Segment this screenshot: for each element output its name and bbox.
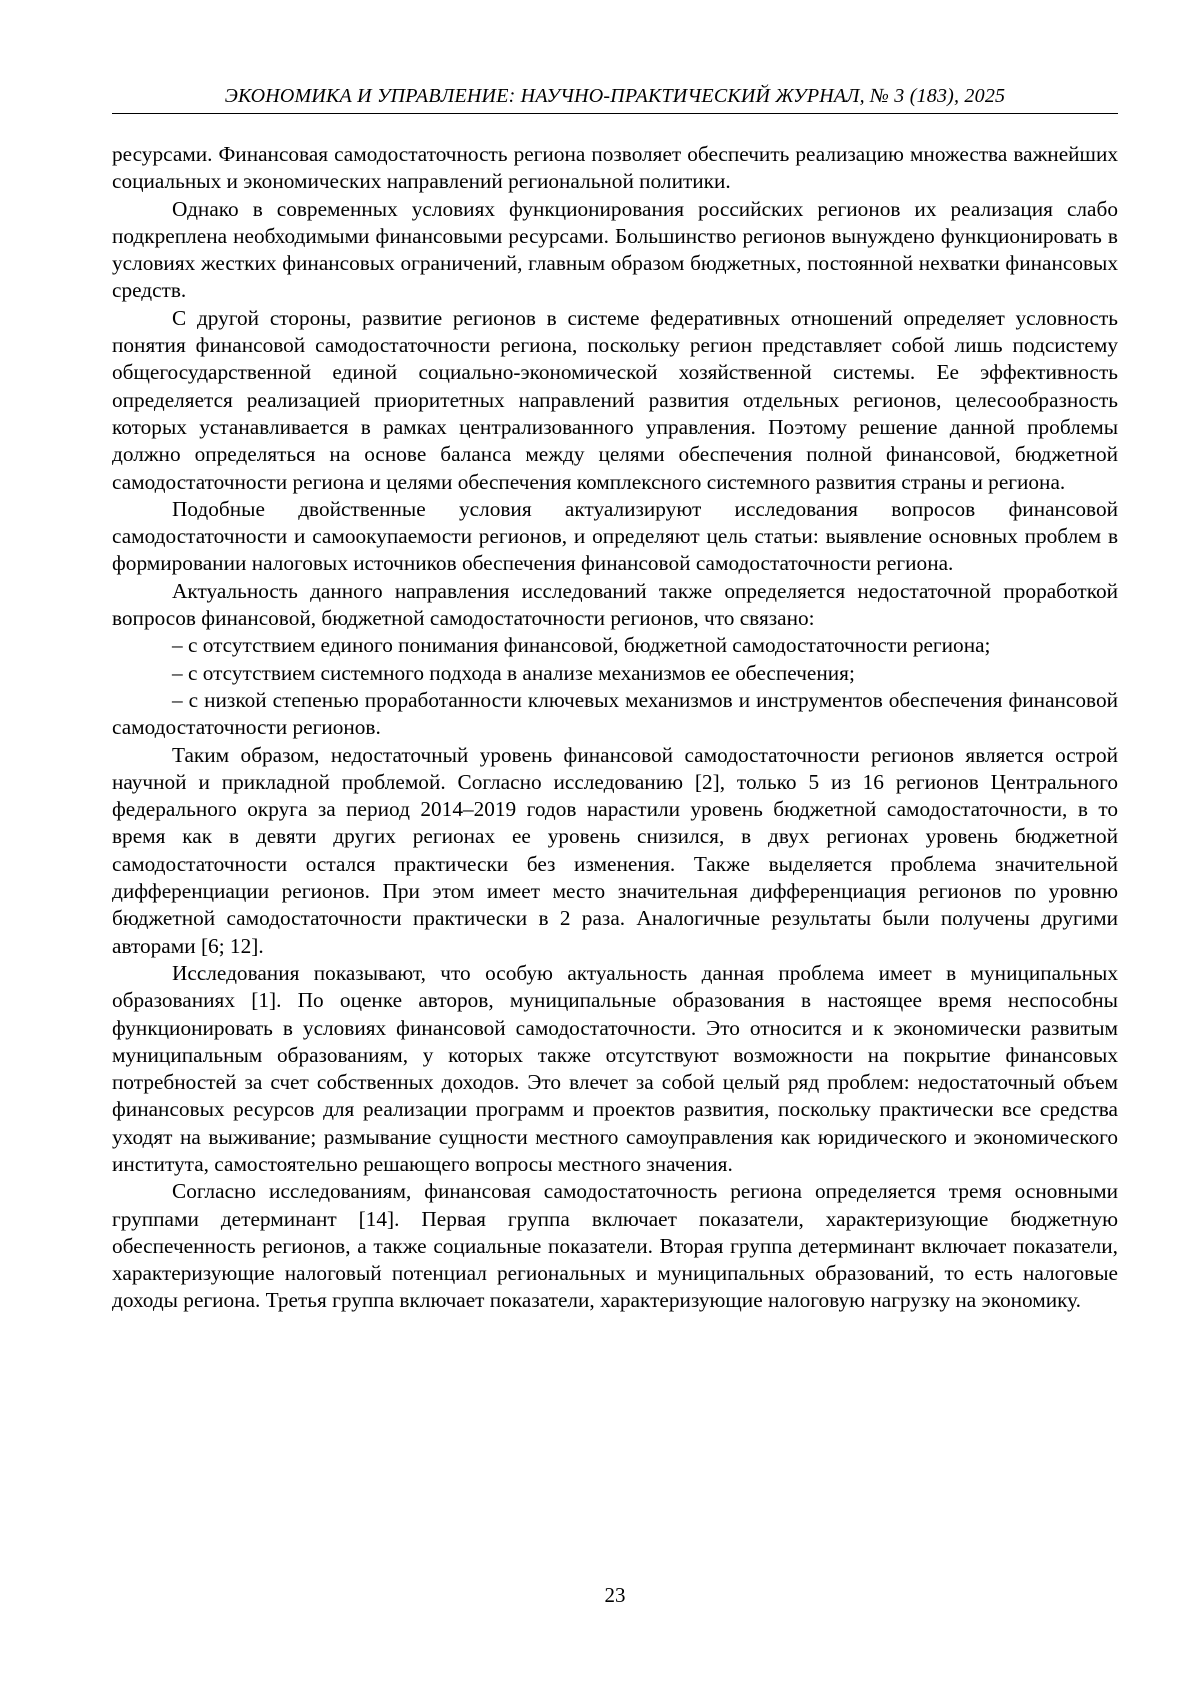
paragraph: Согласно исследованиям, финансовая самодостаточность региона определяется тремя основными группами детерминант [14]. Первая группа включает показатели, характеризующие бюджетную обеспеченность регионов, а также социальные показатели. Вторая группа детерминант включает показатели, характеризующие налоговый потенциал региональных и муниципальных образований, то есть налоговые доходы региона. Третья группа включает показатели, характеризующие налоговую нагрузку на экономику. (112, 1179, 1118, 1313)
page-number: 23 (604, 1583, 626, 1607)
paragraph: Таким образом, недостаточный уровень финансовой самодостаточности регионов является острой научной и прикладной проблемой. Согласно исследованию [2], только 5 из 16 регионов Центрального федерального округа за период 2014–2019 годов нарастили уровень бюджетной самодостаточности, в то время как в девяти других регионах ее уровень снизился, в двух регионах уровень бюджетной самодостаточности остался практически без изменения. Также выделяется проблема значительной дифференциации регионов. При этом имеет место значительная дифференциация регионов по уровню бюджетной самодостаточности практически в 2 раза. Аналогичные результаты были получены другими авторами [6; 12]. (112, 742, 1118, 958)
paragraph: Однако в современных условиях функционирования российских регионов их реализация слабо подкреплена необходимыми финансовыми ресурсами. Большинство регионов вынуждено функционировать в условиях жестких финансовых ограничений, главным образом бюджетных, постоянной нехватки финансовых средств. (112, 196, 1118, 303)
list-item: – с низкой степенью проработанности ключевых механизмов и инструментов обеспечения финансовой самодостаточности регионов. (112, 687, 1118, 740)
header-rule (112, 113, 1118, 114)
journal-header: ЭКОНОМИКА И УПРАВЛЕНИЕ: НАУЧНО-ПРАКТИЧЕСКИЙ ЖУРНАЛ, № 3 (183), 2025 (224, 85, 1006, 107)
paragraph-continuation: ресурсами. Финансовая самодостаточность региона позволяет обеспечить реализацию множества важнейших социальных и экономических направлений региональной политики. (112, 142, 1118, 194)
article-body (112, 141, 1118, 1315)
paragraph: Исследования показывают, что особую актуальность данная проблема имеет в муниципальных образованиях [1]. По оценке авторов, муниципальные образования в настоящее время неспособны функционировать в условиях финансовой самодостаточности. Это относится и к экономически развитым муниципальным образованиям, у которых также отсутствуют возможности на покрытие финансовых потребностей за счет собственных доходов. Это влечет за собой целый ряд проблем: недостаточный объем финансовых ресурсов для реализации программ и проектов развития, поскольку практически все средства уходят на выживание; размывание сущности местного самоуправления как юридического и экономического института, самостоятельно решающего вопросы местного значения. (112, 960, 1118, 1176)
paragraph: Актуальность данного направления исследований также определяется недостаточной проработкой вопросов финансовой, бюджетной самодостаточности регионов, что связано: (112, 578, 1118, 631)
paragraph: Подобные двойственные условия актуализируют исследования вопросов финансовой самодостаточности и самоокупаемости регионов, и определяют цель статьи: выявление основных проблем в формировании налоговых источников обеспечения финансовой самодостаточности региона. (112, 496, 1118, 576)
list-item: – с отсутствием системного подхода в анализе механизмов ее обеспечения; (172, 660, 855, 685)
list-item: – с отсутствием единого понимания финансовой, бюджетной самодостаточности региона; (172, 633, 991, 658)
paragraph: С другой стороны, развитие регионов в системе федеративных отношений определяет условность понятия финансовой самодостаточности региона, поскольку регион представляет собой лишь подсистему общегосударственной единой социально-экономической хозяйственной системы. Ее эффективность определяется реализацией приоритетных направлений развития отдельных регионов, целесообразность которых устанавливается в рамках централизованного управления. Поэтому решение данной проблемы должно определяться на основе баланса между целями обеспечения полной финансовой, бюджетной самодостаточности региона и целями обеспечения комплексного системного развития страны и региона. (112, 305, 1118, 494)
